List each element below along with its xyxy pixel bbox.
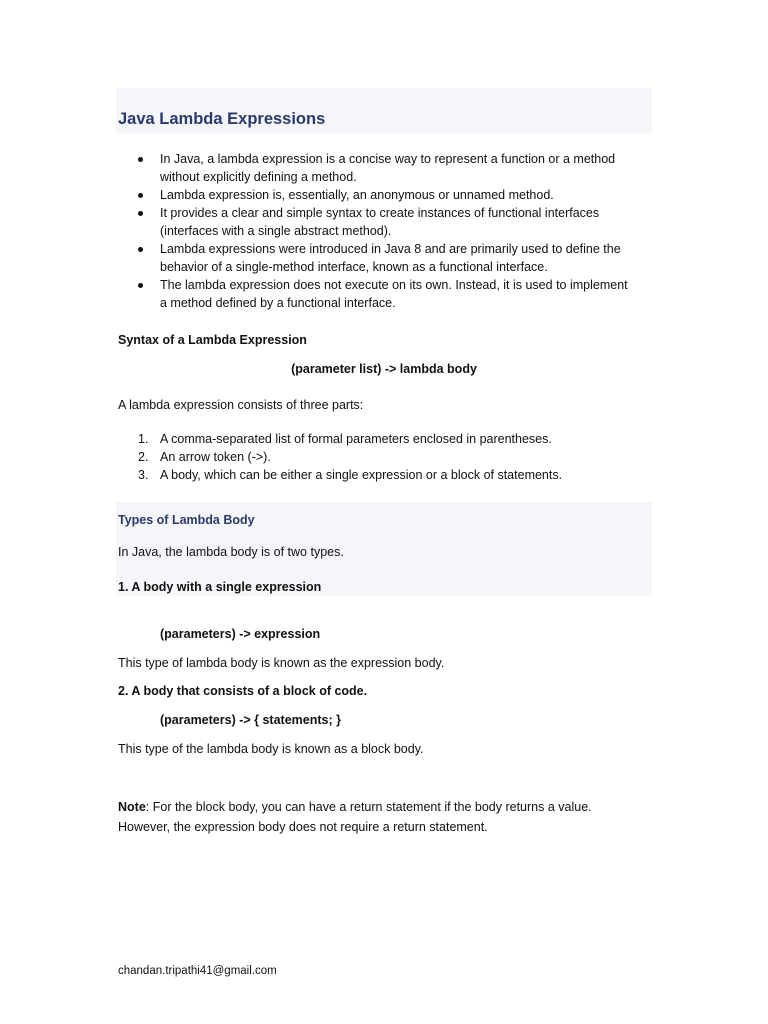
bullet-item bbox=[138, 150, 628, 186]
bullet-line: In Java, a lambda expression is a concise way to represent a function or a method bbox=[160, 152, 616, 166]
parts-intro: A lambda expression consists of three parts: bbox=[118, 398, 364, 412]
bullet-line: It provides a clear and simple syntax to create instances of functional interfaces bbox=[160, 206, 600, 220]
type2-heading: 2. A body that consists of a block of code. bbox=[118, 684, 368, 698]
part-text: An arrow token (->). bbox=[160, 450, 271, 464]
part-text: A body, which can be either a single expression or a block of statements. bbox=[160, 468, 563, 482]
types-intro: In Java, the lambda body is of two types. bbox=[118, 545, 344, 559]
type2-syntax: (parameters) -> { statements; } bbox=[160, 713, 341, 727]
bullet-line: Lambda expression is, essentially, an anonymous or unnamed method. bbox=[160, 188, 554, 202]
part-text: A comma-separated list of formal parameters enclosed in parentheses. bbox=[160, 432, 552, 446]
parts-list bbox=[138, 430, 562, 484]
bullet-dot-icon bbox=[138, 157, 143, 162]
bullet-dot-icon bbox=[138, 283, 143, 288]
part-number: 3. bbox=[138, 468, 149, 482]
note-paragraph-line2: However, the expression body does not require a return statement. bbox=[118, 820, 488, 834]
bullet-line: The lambda expression does not execute on its own. Instead, it is used to implement bbox=[160, 278, 628, 292]
bullet-line: Lambda expressions were introduced in Java 8 and are primarily used to define the bbox=[160, 242, 621, 256]
bullet-line: without explicitly defining a method. bbox=[160, 170, 357, 184]
bullet-item bbox=[138, 240, 628, 276]
bullet-dot-icon bbox=[138, 211, 143, 216]
bullet-item bbox=[138, 204, 628, 240]
part-number: 1. bbox=[138, 432, 149, 446]
page-title: Java Lambda Expressions bbox=[118, 110, 326, 128]
type1-syntax: (parameters) -> expression bbox=[160, 627, 321, 641]
type2-description: This type of the lambda body is known as a block body. bbox=[118, 742, 424, 756]
syntax-heading: Syntax of a Lambda Expression bbox=[118, 333, 307, 347]
note-text: : For the block body, you can have a return statement if the body returns a value. bbox=[145, 800, 592, 814]
types-heading: Types of Lambda Body bbox=[118, 513, 255, 527]
bullet-dot-icon bbox=[138, 247, 143, 252]
bullet-line: behavior of a single-method interface, known as a functional interface. bbox=[160, 260, 548, 274]
note-label: Note bbox=[118, 800, 146, 814]
bullet-line: (interfaces with a single abstract method). bbox=[160, 224, 392, 238]
type1-heading: 1. A body with a single expression bbox=[118, 580, 322, 594]
syntax-line: (parameter list) -> lambda body bbox=[291, 362, 477, 376]
note-paragraph bbox=[118, 798, 592, 816]
intro-bullet-list bbox=[138, 150, 628, 312]
part-item bbox=[138, 448, 562, 466]
footer-email: chandan.tripathi41@gmail.com bbox=[118, 965, 277, 977]
type1-description: This type of lambda body is known as the expression body. bbox=[118, 656, 445, 670]
part-number: 2. bbox=[138, 450, 149, 464]
part-item bbox=[138, 466, 562, 484]
bullet-line: a method defined by a functional interface. bbox=[160, 296, 396, 310]
bullet-item bbox=[138, 186, 628, 204]
bullet-item bbox=[138, 276, 628, 312]
bullet-dot-icon bbox=[138, 193, 143, 198]
part-item bbox=[138, 430, 562, 448]
